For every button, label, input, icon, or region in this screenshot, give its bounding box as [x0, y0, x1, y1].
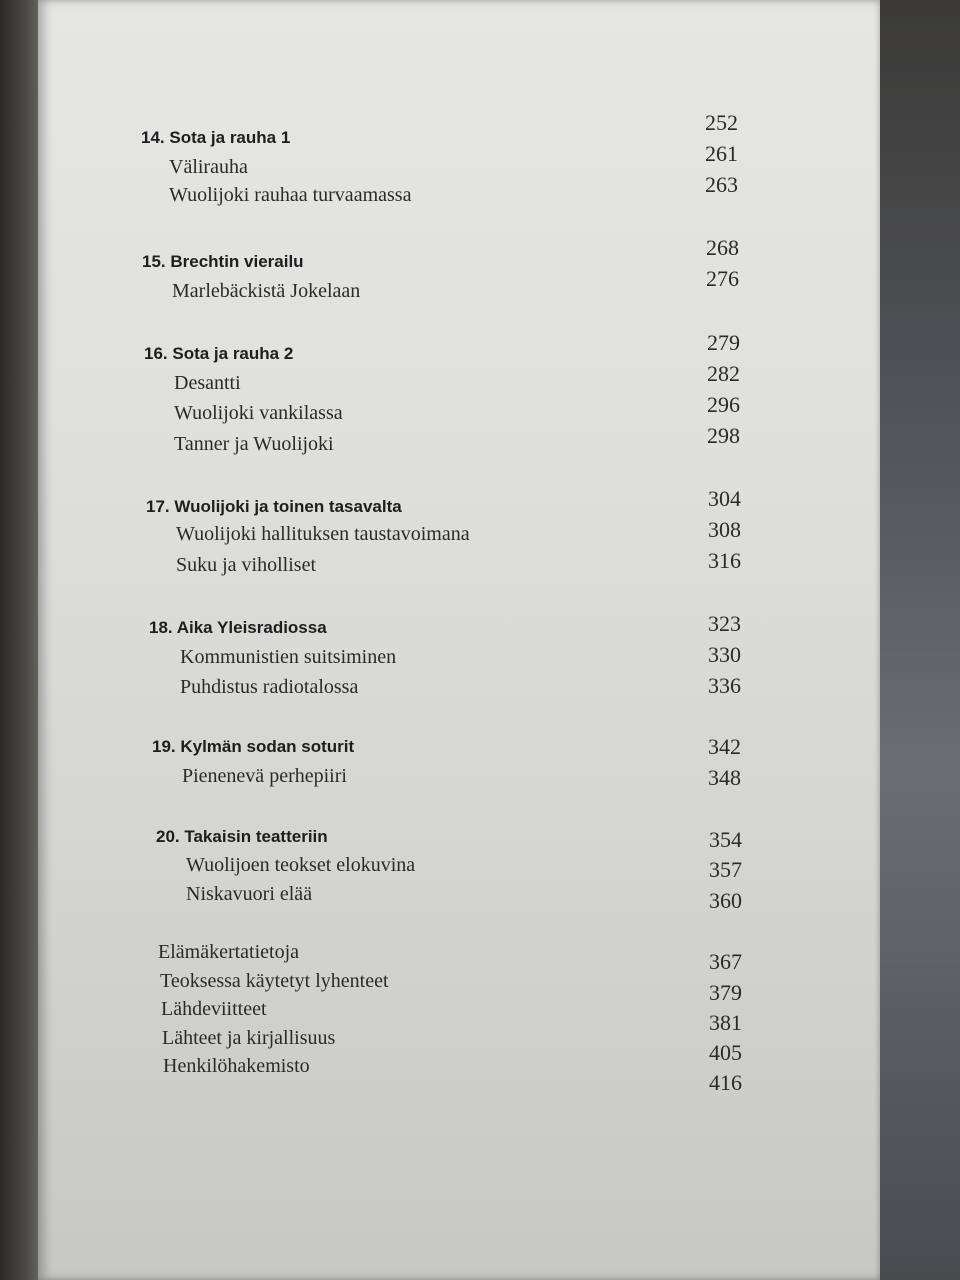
chapter-19-page: 342	[708, 734, 741, 759]
section-title: Suku ja viholliset	[176, 554, 316, 576]
chapter-14-title: 14. Sota ja rauha 1	[141, 128, 291, 147]
section-title: Niskavuori elää	[186, 883, 313, 905]
chapter-20-title: 20. Takaisin teatteriin	[156, 827, 328, 846]
backmatter-page: 379	[709, 980, 742, 1005]
section-page: 276	[706, 266, 739, 291]
section-title: Puhdistus radiotalossa	[180, 676, 359, 698]
chapter-17-title: 17. Wuolijoki ja toinen tasavalta	[146, 497, 402, 516]
chapter-18-title: 18. Aika Yleisradiossa	[149, 618, 327, 637]
section-title: Tanner ja Wuolijoki	[174, 433, 334, 455]
section-title: Kommunistien suitsiminen	[180, 646, 397, 668]
section-page: 263	[705, 172, 738, 197]
section-page: 336	[708, 673, 741, 698]
chapter-18-page: 323	[708, 611, 741, 636]
section-title: Marlebäckistä Jokelaan	[172, 280, 361, 302]
backmatter-title: Lähdeviitteet	[161, 998, 267, 1020]
book-page	[38, 0, 880, 1280]
section-page: 348	[708, 765, 741, 790]
section-page: 316	[708, 548, 741, 573]
section-title: Pienenevä perhepiiri	[182, 765, 347, 787]
section-title: Wuolijoki rauhaa turvaamassa	[169, 184, 412, 206]
backmatter-page: 405	[709, 1040, 742, 1065]
chapter-17-page: 304	[708, 486, 741, 511]
section-title: Välirauha	[169, 156, 248, 178]
backmatter-page: 367	[709, 949, 742, 974]
chapter-14-page: 252	[705, 110, 738, 135]
section-page: 357	[709, 857, 742, 882]
chapter-15-title: 15. Brechtin vierailu	[142, 252, 304, 271]
chapter-15-page: 268	[706, 235, 739, 260]
section-title: Wuolijoki vankilassa	[174, 402, 343, 424]
backmatter-title: Henkilöhakemisto	[163, 1055, 310, 1077]
section-page: 282	[707, 361, 740, 386]
chapter-16-page: 279	[707, 330, 740, 355]
section-page: 360	[709, 888, 742, 913]
chapter-19-title: 19. Kylmän sodan soturit	[152, 737, 355, 756]
section-title: Desantti	[174, 372, 241, 394]
section-page: 298	[707, 423, 740, 448]
section-title: Wuolijoki hallituksen taustavoimana	[176, 523, 470, 545]
chapter-20-page: 354	[709, 827, 742, 852]
backmatter-page: 416	[709, 1070, 742, 1095]
chapter-16-title: 16. Sota ja rauha 2	[144, 344, 294, 363]
section-page: 308	[708, 517, 741, 542]
backmatter-page: 381	[709, 1010, 742, 1035]
backmatter-title: Lähteet ja kirjallisuus	[162, 1027, 336, 1049]
book-spine-shadow	[0, 0, 42, 1280]
backmatter-title: Teoksessa käytetyt lyhenteet	[160, 970, 389, 992]
section-title: Wuolijoen teokset elokuvina	[186, 854, 416, 876]
backmatter-title: Elämäkertatietoja	[158, 941, 300, 963]
section-page: 261	[705, 141, 738, 166]
section-page: 296	[707, 392, 740, 417]
section-page: 330	[708, 642, 741, 667]
